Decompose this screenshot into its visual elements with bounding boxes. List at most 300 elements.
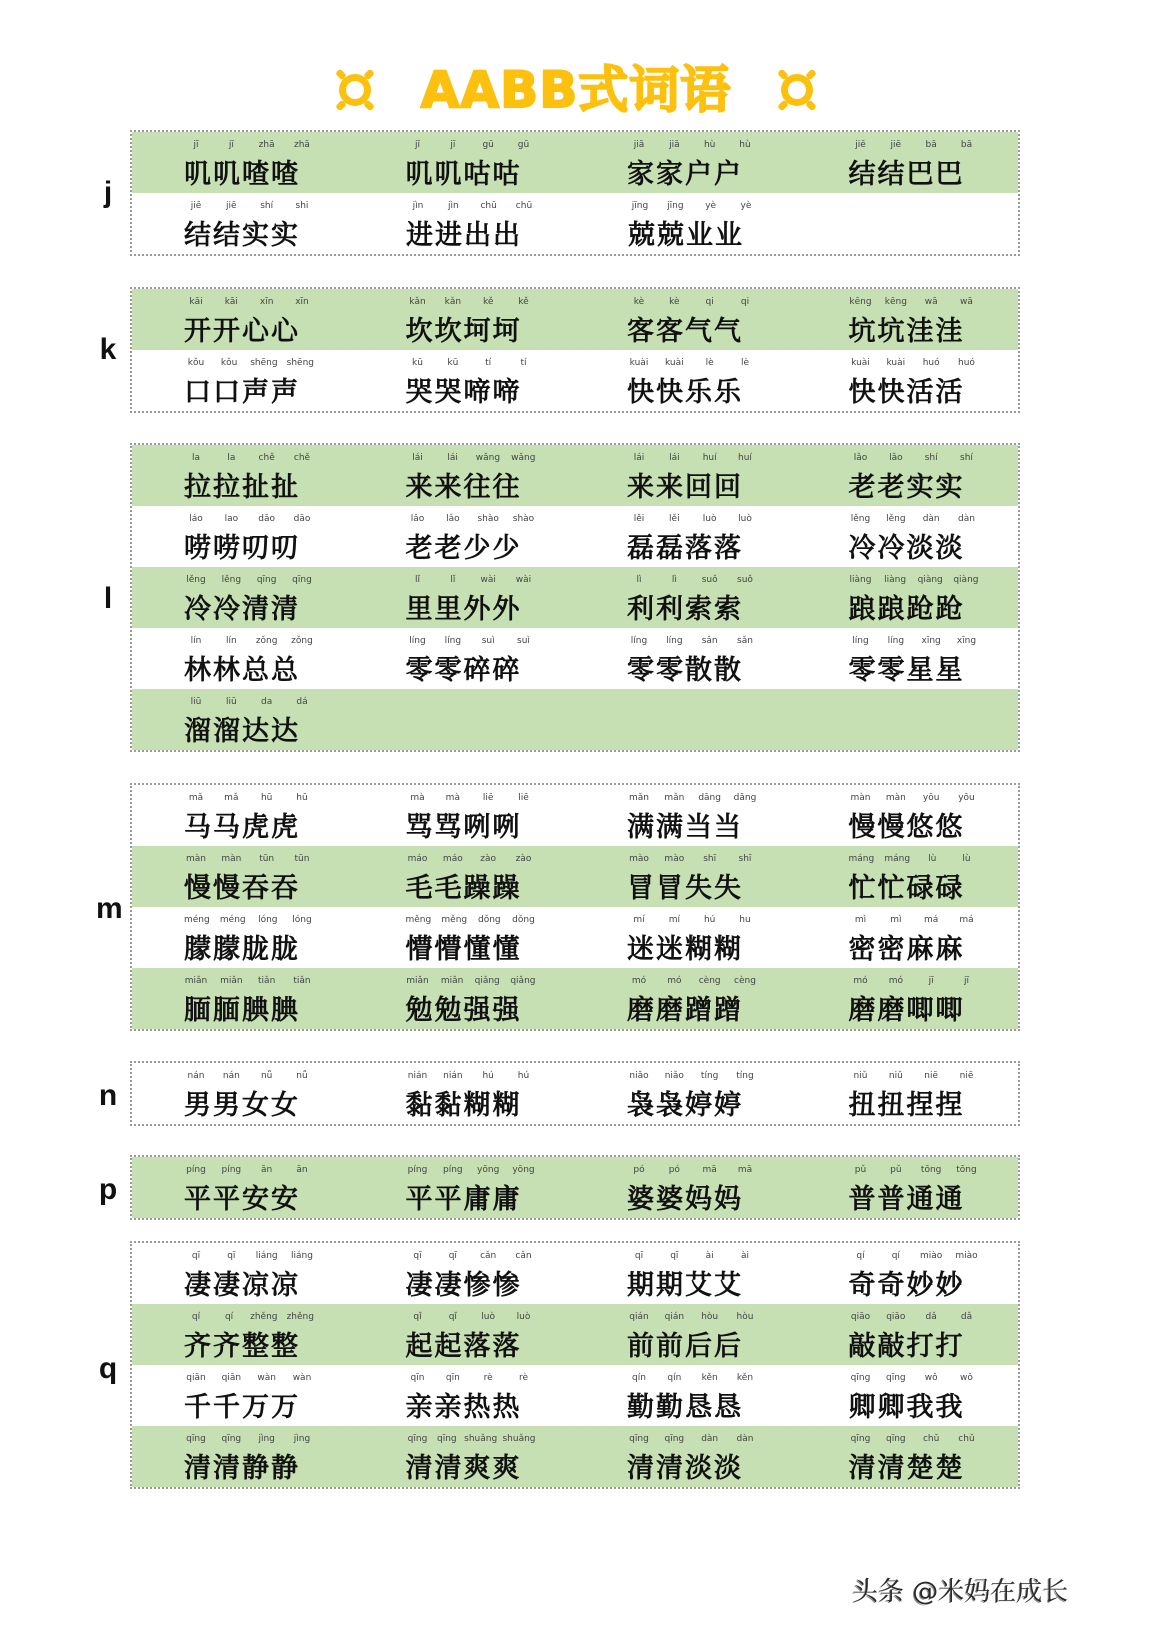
hanzi-word: 敲敲打打 [848,1331,965,1362]
pinyin-syllable: huí [702,453,717,463]
pinyin-syllable: lǎo [889,453,903,463]
pinyin [184,915,314,925]
pinyin-syllable: wài [480,575,496,585]
section-q [130,1241,1020,1489]
pinyin-syllable: qīng [886,1373,906,1383]
pinyin-syllable: wàn [257,1373,276,1383]
pinyin-syllable: líng [887,636,905,646]
pinyin [627,1251,757,1261]
hanzi-word: 磊磊落落 [627,533,743,564]
pinyin-syllable: kě [518,297,529,307]
pinyin-syllable: kāi [189,297,203,307]
pinyin-syllable: lè [705,358,714,368]
pinyin-syllable: sǎn [737,636,753,646]
pinyin-syllable: dàn [958,514,975,524]
pinyin-syllable: zǒng [291,636,313,646]
word-item [575,1304,797,1365]
pinyin [406,1373,536,1383]
word-item [575,846,797,907]
pinyin-syllable: miào [955,1251,978,1261]
pinyin-syllable: qīng [850,1373,871,1383]
pinyin-syllable: yōu [958,793,975,803]
pinyin-syllable: jiā [633,140,645,150]
pinyin-syllable: píng [443,1165,463,1175]
pinyin-syllable: huó [922,358,940,368]
pinyin-syllable: kěn [701,1373,718,1383]
word-row [132,289,1018,350]
pinyin-syllable: máng [884,854,911,864]
pinyin-syllable: jī [928,976,934,986]
hanzi-word: 凄凄凉凉 [184,1270,300,1301]
pinyin [406,453,536,463]
pinyin-syllable: niǎo [664,1071,684,1081]
pinyin [184,1434,314,1444]
pinyin-syllable: jī [963,976,969,986]
pinyin [849,575,979,585]
pinyin-syllable: chě [293,453,311,463]
section-letter: p [98,1173,118,1206]
pinyin-syllable: wǒ [960,1373,973,1383]
word-item [132,1063,354,1124]
pinyin-syllable: lěng [886,514,906,524]
pinyin [627,915,757,925]
pinyin-syllable: qiǎng [474,976,500,986]
pinyin-syllable: luò [481,1312,496,1322]
hanzi-word: 扭扭捏捏 [848,1090,965,1121]
pinyin [406,915,536,925]
pinyin-syllable: jìn [412,201,424,211]
pinyin-syllable: qī [670,1251,679,1261]
pinyin-syllable: mào [664,854,685,864]
hanzi-word: 满满当当 [627,812,743,843]
word-item [575,132,797,193]
word-row [132,1063,1018,1124]
pinyin [627,976,757,986]
hanzi-word: 毛毛躁躁 [405,873,522,904]
hanzi-word: 清清楚楚 [848,1453,965,1484]
pinyin-syllable: hù [703,140,716,150]
pinyin [406,1251,536,1261]
pinyin [849,358,979,368]
word-item [575,785,797,846]
pinyin-syllable: mǎ [188,793,204,803]
hanzi-word: 卿卿我我 [848,1392,965,1423]
hanzi-word: 进进出出 [406,220,522,251]
hanzi-word: 男男女女 [184,1090,300,1121]
pinyin [184,1165,314,1175]
hanzi-word: 坑坑洼洼 [848,316,965,347]
word-item [132,1365,354,1426]
hanzi-word: 老老实实 [848,472,965,503]
pinyin-syllable: qí [224,1312,234,1322]
pinyin-syllable: màn [221,854,242,864]
pinyin-syllable: qi [705,297,714,307]
pinyin-syllable: máo [442,854,463,864]
pinyin-syllable: nián [443,1071,463,1081]
pinyin-syllable: líng [666,636,683,646]
pinyin-syllable: qīng [850,1434,871,1444]
pinyin-syllable: suì [517,636,530,646]
pinyin [406,1312,536,1322]
pinyin-syllable: jiā [669,140,680,150]
hanzi-word: 齐齐整整 [184,1331,300,1362]
pinyin-syllable: tōng [920,1165,942,1175]
word-item [132,1304,354,1365]
word-item [132,1157,354,1218]
pinyin [849,854,979,864]
hanzi-word: 拉拉扯扯 [184,472,300,503]
hanzi-word: 冷冷清清 [184,594,300,625]
hanzi-word: 哭哭啼啼 [405,377,522,408]
word-item [354,506,576,567]
pinyin [627,575,757,585]
hanzi-word: 里里外外 [405,594,522,625]
pinyin-syllable: mǎn [664,793,685,803]
pinyin-syllable: shuǎng [502,1434,536,1444]
pinyin-syllable: jiē [855,140,866,150]
pinyin [849,514,979,524]
word-item [354,350,576,411]
hanzi-word: 磨磨蹭蹭 [627,995,743,1026]
pinyin-syllable: mí [633,915,645,925]
pinyin [406,1071,536,1081]
pinyin-syllable: qí [856,1251,865,1261]
pinyin-syllable: nán [222,1071,240,1081]
pinyin [627,453,757,463]
pinyin-syllable: niē [959,1071,974,1081]
pinyin-syllable: shī [703,854,717,864]
pinyin [406,1165,536,1175]
word-item [132,567,354,628]
pinyin-syllable: máng [848,854,875,864]
pinyin [849,793,979,803]
pinyin [184,140,314,150]
pinyin-syllable: miǎn [406,976,429,986]
hanzi-word: 婆婆妈妈 [627,1184,743,1215]
pinyin-syllable: bā [960,140,973,150]
pinyin-syllable: wǎng [511,453,536,463]
pinyin-syllable: xīn [295,297,309,307]
word-item [354,1157,576,1218]
pinyin-syllable: hū [296,793,308,803]
hanzi-word: 叽叽咕咕 [405,159,522,190]
pinyin-syllable: tōng [956,1165,977,1175]
word-item [797,289,1019,350]
hanzi-word: 千千万万 [184,1392,300,1423]
pinyin [849,1251,979,1261]
pinyin-syllable: hú [517,1071,530,1081]
pinyin-syllable: sǎn [701,636,718,646]
word-row [132,968,1018,1029]
pinyin-syllable: liáng [255,1251,278,1261]
pinyin [849,636,979,646]
word-item [575,968,797,1029]
pinyin-syllable: lǎo [410,514,425,524]
pinyin [184,1071,314,1081]
pinyin-syllable: jī [193,140,199,150]
hanzi-word: 清清静静 [184,1453,300,1484]
pinyin-syllable: měng [405,915,432,925]
pinyin-syllable: lǐ [414,575,420,585]
pinyin-syllable: qīng [256,575,277,585]
word-item [132,132,354,193]
word-item [354,445,576,506]
pinyin-syllable: màn [885,793,906,803]
pinyin-syllable: xīng [956,636,977,646]
pinyin-syllable: ān [261,1165,273,1175]
pinyin-syllable: píng [186,1165,206,1175]
hanzi-word: 朦朦胧胧 [184,934,300,965]
pinyin-syllable: qián [629,1312,649,1322]
word-item [575,1365,797,1426]
word-item [575,1243,797,1304]
word-row [132,132,1018,193]
pinyin-syllable: mā [737,1165,753,1175]
pinyin-syllable: kū [412,358,423,368]
pinyin-syllable: cǎn [515,1251,532,1261]
pinyin-syllable: mó [667,976,682,986]
word-item [132,445,354,506]
pinyin [627,636,757,646]
word-item [797,350,1019,411]
hanzi-word: 叽叽喳喳 [184,159,300,190]
pinyin-syllable: dāng [698,793,721,803]
pinyin-syllable: tūn [294,854,310,864]
word-item [575,506,797,567]
pinyin-syllable: lǐ [450,575,456,585]
pinyin [849,297,979,307]
pinyin-syllable: qī [448,1251,457,1261]
pinyin-syllable: liáng [291,1251,313,1261]
word-item [797,1304,1019,1365]
word-item [797,1157,1019,1218]
pinyin-syllable: huó [958,358,975,368]
pinyin-syllable: chǔ [958,1434,975,1444]
pinyin-syllable: lái [412,453,423,463]
pinyin-syllable: liē [482,793,494,803]
pinyin [627,793,757,803]
word-item [354,289,576,350]
pinyin [184,854,314,864]
pinyin-syllable: qǐ [413,1312,422,1322]
pinyin [849,453,979,463]
pinyin-syllable: nián [407,1071,428,1081]
pinyin-syllable: máo [407,854,428,864]
pinyin [628,201,758,211]
pinyin-syllable: jiē [226,201,237,211]
pinyin-syllable: shí [260,201,274,211]
pinyin-syllable: dá [296,697,308,707]
pinyin-syllable: lín [190,636,202,646]
word-item [575,628,797,689]
pinyin-syllable: mǎn [629,793,649,803]
pinyin-syllable: xīn [259,297,274,307]
pinyin-syllable: zào [515,854,532,864]
pinyin-syllable: hòu [736,1312,754,1322]
word-item [797,132,1019,193]
pinyin-syllable: mó [888,976,903,986]
word-item [354,132,576,193]
pinyin [406,297,536,307]
pinyin-syllable: qīng [629,1434,649,1444]
pinyin [406,140,536,150]
pinyin-syllable: luò [702,514,717,524]
word-item [575,445,797,506]
word-item [132,846,354,907]
pinyin-syllable: jīng [667,201,684,211]
hanzi-word: 黏黏糊糊 [405,1090,522,1121]
word-row [132,1304,1018,1365]
pinyin-syllable: jīng [631,201,649,211]
pinyin-syllable: qiāo [886,1312,906,1322]
pinyin-syllable: jiē [190,201,202,211]
pinyin-syllable: suǒ [701,575,718,585]
hanzi-word: 勉勉强强 [405,995,522,1026]
pinyin [406,575,536,585]
pinyin [406,1434,536,1444]
section-letter: q [98,1352,118,1385]
pinyin-syllable: ài [740,1251,749,1261]
word-item [797,846,1019,907]
word-item [797,968,1019,1029]
pinyin-syllable: láo [189,514,203,524]
section-m [130,783,1020,1031]
pinyin-syllable: píng [221,1165,242,1175]
pinyin-syllable: hú [482,1071,494,1081]
pinyin-syllable: jìn [447,201,459,211]
word-row [132,350,1018,411]
word-item [132,1243,354,1304]
pinyin-syllable: qī [413,1251,422,1261]
word-item [575,1063,797,1124]
pinyin-syllable: tí [520,358,527,368]
pinyin [184,636,314,646]
word-item [797,506,1019,567]
pinyin-syllable: mà [445,793,460,803]
pinyin-syllable: liē [518,793,529,803]
pinyin [184,697,314,707]
pinyin-syllable: huí [738,453,752,463]
section-letter: n [98,1079,118,1112]
pinyin-syllable: chū [515,201,533,211]
gear-ring-icon [333,68,377,112]
hanzi-word: 结结实实 [184,220,300,251]
pinyin-syllable: wā [960,297,973,307]
pinyin [406,358,536,368]
pinyin-syllable: měng [441,915,468,925]
word-item [132,506,354,567]
word-item [132,907,354,968]
hanzi-word: 前前后后 [627,1331,743,1362]
pinyin-syllable: màn [186,854,206,864]
pinyin-syllable: tíng [736,1071,754,1081]
hanzi-word: 利利索索 [627,594,743,625]
pinyin-syllable: miǎn [440,976,464,986]
hanzi-word: 凄凄惨惨 [405,1270,522,1301]
pinyin-syllable: lù [928,854,937,864]
pinyin-syllable: lěi [633,514,645,524]
pinyin [627,1165,757,1175]
pinyin-syllable: liū [190,697,202,707]
word-row [132,193,1018,254]
pinyin-syllable: kēng [849,297,872,307]
word-row [132,628,1018,689]
word-item [354,193,576,254]
pinyin-syllable: gū [482,140,494,150]
word-item [354,567,576,628]
word-item [354,1243,576,1304]
pinyin-syllable: qín [632,1373,646,1383]
hanzi-word: 家家户户 [627,159,743,190]
pinyin-syllable: wǒ [924,1373,938,1383]
hanzi-word: 溜溜达达 [184,716,300,747]
pinyin-syllable: qiān [186,1373,206,1383]
word-item [797,1365,1019,1426]
word-item [797,567,1019,628]
hanzi-word: 踉踉跄跄 [848,594,965,625]
pinyin-syllable: má [924,915,939,925]
pinyin-syllable: niǎo [629,1071,649,1081]
pinyin-syllable: gū [517,140,530,150]
hanzi-word: 迷迷糊糊 [627,934,743,965]
pinyin-syllable: zào [480,854,497,864]
pinyin-syllable: màn [850,793,871,803]
pinyin [184,453,314,463]
pinyin [406,514,536,524]
pinyin-syllable: lè [740,358,749,368]
pinyin-syllable: wā [924,297,938,307]
hanzi-word: 唠唠叨叨 [184,533,300,564]
pinyin-syllable: zhěng [250,1312,278,1322]
pinyin-syllable: mǎ [224,793,239,803]
pinyin-syllable: lao [224,514,239,524]
hanzi-word: 马马虎虎 [184,812,300,843]
word-item [354,907,576,968]
pinyin-syllable: qīn [445,1373,460,1383]
word-item [132,289,354,350]
pinyin-syllable: niǔ [888,1071,903,1081]
pinyin-syllable: liū [225,697,237,707]
pinyin [627,140,757,150]
pinyin-syllable: mì [890,915,902,925]
word-item [132,785,354,846]
word-item [575,350,797,411]
pinyin [849,1312,979,1322]
pinyin-syllable: dǎ [960,1312,973,1322]
pinyin [184,358,314,368]
pinyin-syllable: cǎn [480,1251,497,1261]
word-item [354,1426,576,1487]
pinyin-syllable: lǎo [446,514,460,524]
pinyin [627,1312,757,1322]
word-item [797,445,1019,506]
hanzi-word: 忙忙碌碌 [848,873,965,904]
hanzi-word: 平平庸庸 [405,1184,522,1215]
word-item [354,1063,576,1124]
section-k [130,287,1020,413]
word-item [132,193,354,254]
pinyin-syllable: qīng [186,1434,206,1444]
pinyin-syllable: yōng [512,1165,535,1175]
pinyin-syllable: kǒu [220,358,238,368]
pinyin-syllable: kēng [884,297,907,307]
pinyin-syllable: shi [295,201,309,211]
pinyin-syllable: dāo [293,514,311,524]
pinyin-syllable: nán [187,1071,205,1081]
word-row [132,567,1018,628]
pinyin-syllable: wàn [292,1373,312,1383]
word-item [354,1304,576,1365]
